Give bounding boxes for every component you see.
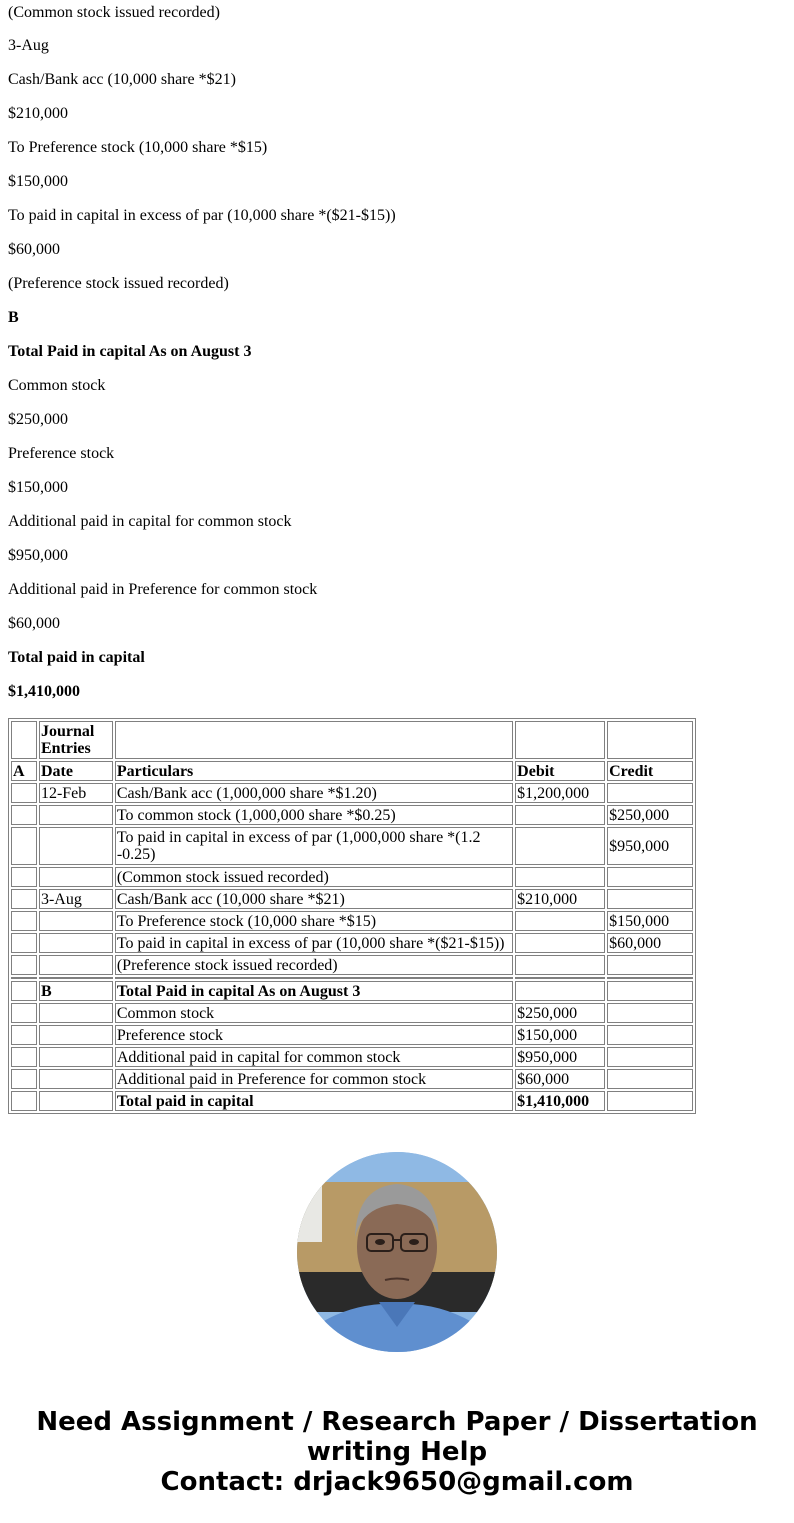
table-title: Journal Entries: [39, 721, 113, 759]
table-title-row: [11, 721, 693, 759]
debit-cell: [515, 827, 605, 865]
particulars-cell: (Preference stock issued recorded): [115, 955, 513, 975]
table-spacer-row: [11, 977, 693, 979]
credit-cell: [607, 1047, 693, 1067]
section-b-heading: Total Paid in capital As on August 3: [115, 981, 513, 1001]
debit-cell: $950,000: [515, 1047, 605, 1067]
credit-cell: $250,000: [607, 805, 693, 825]
column-header-date: Date: [39, 761, 113, 781]
table-row: [11, 933, 693, 953]
total-label: Total paid in capital: [8, 649, 145, 666]
date-cell: 12-Feb: [39, 783, 113, 803]
table-cell: [11, 933, 37, 953]
credit-cell: [607, 783, 693, 803]
avatar: [297, 1152, 497, 1352]
total-value-cell: $1,410,000: [515, 1091, 605, 1111]
table-cell: [11, 805, 37, 825]
table-cell: [11, 889, 37, 909]
text-line: To paid in capital in excess of par (10,000 share *($21-$15)): [8, 207, 396, 224]
table-cell: [607, 721, 693, 759]
table-cell: [11, 1091, 37, 1111]
table-cell: [115, 721, 513, 759]
debit-cell: $60,000: [515, 1069, 605, 1089]
text-line: $950,000: [8, 547, 68, 564]
total-value: $1,410,000: [8, 683, 80, 700]
table-cell: [515, 977, 605, 979]
table-row: [11, 783, 693, 803]
table-row: [11, 1003, 693, 1023]
text-line: Common stock: [8, 377, 106, 394]
text-line: To Preference stock (10,000 share *$15): [8, 139, 268, 156]
table-cell: [39, 1025, 113, 1045]
total-row: [11, 1091, 693, 1111]
text-line: Preference stock: [8, 445, 115, 462]
table-cell: [11, 1025, 37, 1045]
text-line: Additional paid in Preference for common stock: [8, 581, 318, 598]
debit-cell: $150,000: [515, 1025, 605, 1045]
text-line: (Preference stock issued recorded): [8, 275, 229, 292]
particulars-cell: (Common stock issued recorded): [115, 867, 513, 887]
table-row: [11, 1047, 693, 1067]
table-row: [11, 1025, 693, 1045]
contact-banner: [8, 1407, 786, 1497]
section-b-header-row: [11, 981, 693, 1001]
credit-cell: [607, 1025, 693, 1045]
particulars-cell: To Preference stock (10,000 share *$15): [115, 911, 513, 931]
table-row: [11, 1069, 693, 1089]
text-line: $250,000: [8, 411, 68, 428]
credit-cell: [607, 1003, 693, 1023]
date-cell: 3-Aug: [39, 889, 113, 909]
section-label: B: [8, 309, 19, 326]
particulars-cell: To paid in capital in excess of par (1,000,000 share *(1.2 -0.25): [115, 827, 513, 865]
table-row: [11, 955, 693, 975]
particulars-cell: Cash/Bank acc (1,000,000 share *$1.20): [115, 783, 513, 803]
author-photo-icon: [297, 1152, 497, 1352]
credit-cell: $60,000: [607, 933, 693, 953]
author-section: [8, 1152, 786, 1357]
date-cell: [39, 911, 113, 931]
column-header-credit: Credit: [607, 761, 693, 781]
credit-cell: [607, 1091, 693, 1111]
debit-cell: [515, 805, 605, 825]
debit-cell: $1,200,000: [515, 783, 605, 803]
credit-cell: [607, 867, 693, 887]
column-header-debit: Debit: [515, 761, 605, 781]
date-cell: [39, 933, 113, 953]
debit-cell: [515, 911, 605, 931]
date-cell: [39, 867, 113, 887]
text-line: $210,000: [8, 105, 68, 122]
table-cell: [11, 977, 37, 979]
date-cell: [39, 827, 113, 865]
particulars-cell: To paid in capital in excess of par (10,000 share *($21-$15)): [115, 933, 513, 953]
table-row: [11, 827, 693, 865]
table-cell: [607, 977, 693, 979]
debit-cell: $210,000: [515, 889, 605, 909]
text-line: $150,000: [8, 173, 68, 190]
particulars-cell: Preference stock: [115, 1025, 513, 1045]
table-cell: [39, 1069, 113, 1089]
date-cell: [39, 805, 113, 825]
text-line: $60,000: [8, 615, 60, 632]
table-cell: [11, 783, 37, 803]
table-cell: [11, 981, 37, 1001]
text-line: Cash/Bank acc (10,000 share *$21): [8, 71, 236, 88]
debit-cell: [515, 955, 605, 975]
debit-cell: [515, 867, 605, 887]
date-cell: [39, 955, 113, 975]
credit-cell: [607, 1069, 693, 1089]
table-cell: [11, 1069, 37, 1089]
table-cell: [39, 977, 113, 979]
table-row: [11, 911, 693, 931]
debit-cell: [515, 933, 605, 953]
table-cell: [515, 721, 605, 759]
particulars-cell: Cash/Bank acc (10,000 share *$21): [115, 889, 513, 909]
section-a-label: A: [11, 761, 37, 781]
credit-cell: $150,000: [607, 911, 693, 931]
total-label-cell: Total paid in capital: [115, 1091, 513, 1111]
intro-text: [8, 0, 786, 712]
text-line: (Common stock issued recorded): [8, 4, 220, 21]
section-heading: Total Paid in capital As on August 3: [8, 343, 252, 360]
table-row: [11, 867, 693, 887]
table-cell: [11, 867, 37, 887]
particulars-cell: Additional paid in capital for common stock: [115, 1047, 513, 1067]
credit-cell: [607, 955, 693, 975]
table-header-row: [11, 761, 693, 781]
debit-cell: $250,000: [515, 1003, 605, 1023]
table-cell: [115, 977, 513, 979]
banner-line: Need Assignment / Research Paper / Dissertation: [36, 1407, 758, 1437]
table-cell: [11, 1047, 37, 1067]
text-line: $150,000: [8, 479, 68, 496]
banner-line: writing Help: [306, 1437, 488, 1467]
column-header-particulars: Particulars: [115, 761, 513, 781]
particulars-cell: Common stock: [115, 1003, 513, 1023]
text-line: Additional paid in capital for common stock: [8, 513, 292, 530]
particulars-cell: Additional paid in Preference for common stock: [115, 1069, 513, 1089]
table-cell: [39, 1047, 113, 1067]
table-row: [11, 889, 693, 909]
debit-cell: [515, 981, 605, 1001]
journal-entries-table: [8, 718, 696, 1114]
credit-cell: [607, 981, 693, 1001]
text-line: 3-Aug: [8, 37, 49, 54]
table-cell: [39, 1091, 113, 1111]
contact-email: Contact: drjack9650@gmail.com: [160, 1467, 634, 1497]
table-cell: [11, 721, 37, 759]
table-row: [11, 805, 693, 825]
table-cell: [11, 1003, 37, 1023]
credit-cell: [607, 889, 693, 909]
particulars-cell: To common stock (1,000,000 share *$0.25): [115, 805, 513, 825]
credit-cell: $950,000: [607, 827, 693, 865]
table-cell: [39, 1003, 113, 1023]
text-line: $60,000: [8, 241, 60, 258]
section-b-label: B: [39, 981, 113, 1001]
table-cell: [11, 827, 37, 865]
table-cell: [11, 955, 37, 975]
table-cell: [11, 911, 37, 931]
